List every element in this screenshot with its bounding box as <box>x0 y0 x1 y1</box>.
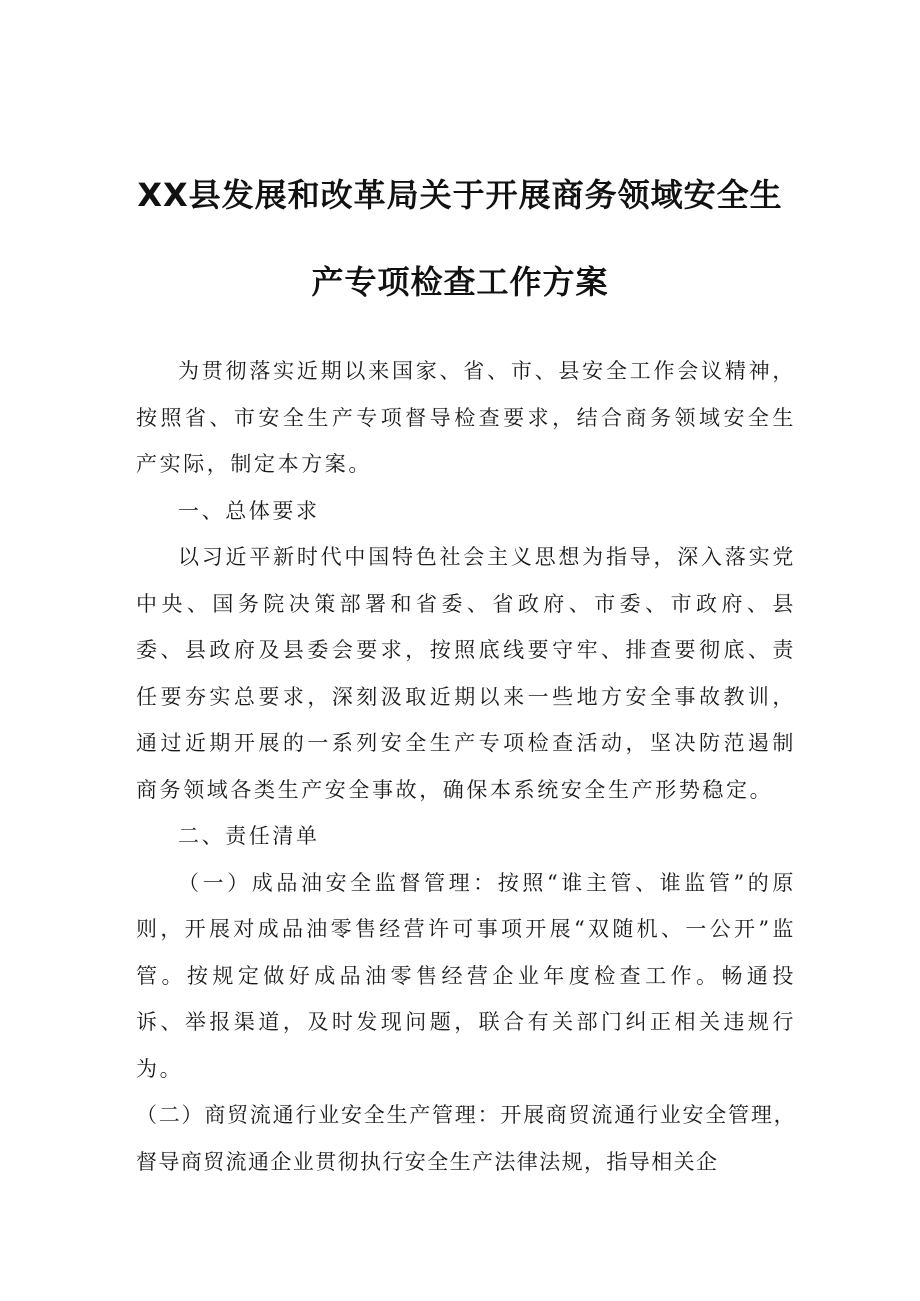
responsibility-item-2-paragraph: （二）商贸流通行业安全生产管理：开展商贸流通行业安全管理，督导商贸流通企业贯彻执行安全生产法律法规，指导相关企 <box>136 1103 796 1174</box>
general-requirements-paragraph: 以习近平新时代中国特色社会主义思想为指导，深入落实党中央、国务院决策部署和省委、省政府、市委、市政府、县委、县政府及县委会要求，按照底线要守牢、排查要彻底、责任要夯实总要求，深刻汲取近期以来一些地方安全事故教训，通过近期开展的一系列安全生产专项检查活动，坚决防范遏制商务领域各类生产安全事故，确保本系统安全生产形势稳定。 <box>136 545 796 802</box>
responsibility-item-1-paragraph: （一）成品油安全监督管理：按照“谁主管、谁监管”的原则，开展对成品油零售经营许可事项开展“双随机、一公开”监管。按规定做好成品油零售经营企业年度检查工作。畅通投诉、举报渠道，及时发现问题，联合有关部门纠正相关违规行为。 <box>136 870 796 1081</box>
section-heading-responsibility-list: 二、责任清单 <box>178 824 320 848</box>
document-body <box>136 348 796 1185</box>
section-heading-general-requirements: 一、总体要求 <box>178 498 320 523</box>
intro-paragraph: 为贯彻落实近期以来国家、省、市、县安全工作会议精神，按照省、市安全生产专项督导检查要求，结合商务领域安全生产实际，制定本方案。 <box>136 359 796 476</box>
document-title-line-2: 产专项检查工作方案 <box>311 263 609 301</box>
document-title-line-1: XX县发展和改革局关于开展商务领域安全生 <box>137 176 783 214</box>
